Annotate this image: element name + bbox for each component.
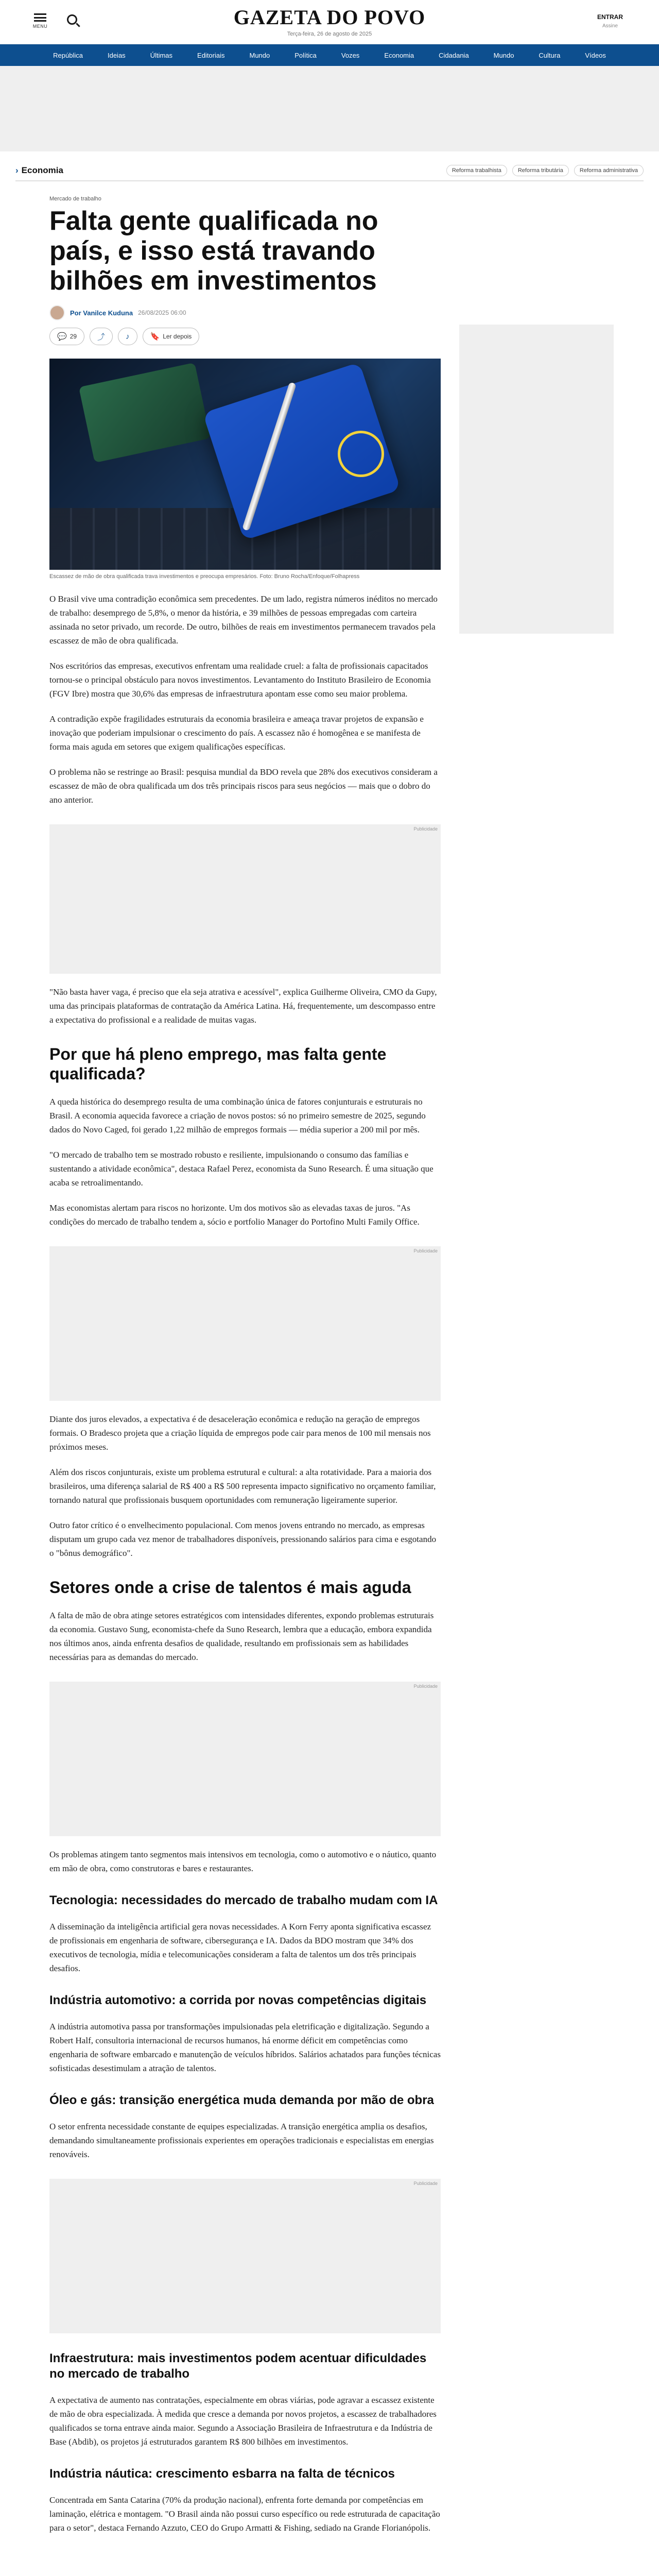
nav-item[interactable]: Cidadania bbox=[439, 51, 469, 59]
paragraph: "Não basta haver vaga, é preciso que ela seja atrativa e acessível", explica Guilherme Oliveira, CMO da Gupy, uma das principais plataformas de contratação da América Latina. Há, frequentemente, um descompasso entre a expectativa do profissional e a realidade de muitas vagas. bbox=[49, 987, 437, 1025]
section-name: Economia bbox=[21, 165, 63, 175]
nav-item[interactable]: Cultura bbox=[539, 51, 561, 59]
top-ad-banner[interactable] bbox=[0, 66, 659, 151]
paragraph: A indústria automotiva passa por transformações impulsionadas pela eletrificação e digitalização. Segundo a Robert Half, consultoria internacional de recursos humanos, há enorme déficit em competências como engenharia de software embarcado e manutenção de veículos híbridos. Salários achatados para funções técnicas sofisticadas desestimulam a atração de talentos. bbox=[49, 2022, 441, 2073]
comments-count: 29 bbox=[70, 333, 77, 340]
related-link[interactable]: Reforma trabalhista bbox=[446, 165, 507, 176]
inline-ad[interactable] bbox=[49, 2179, 441, 2333]
comment-icon: 💬 bbox=[57, 332, 67, 341]
paragraph: "O mercado de trabalho tem se mostrado robusto e resiliente, impulsionando o consumo das famílias e sustentando a atividade econômica", destaca Rafael Perez, economista da Suno Research. É uma situação que acaba se retroalimentando. bbox=[49, 1150, 433, 1188]
article-actions bbox=[49, 328, 441, 345]
paragraph: O problema não se restringe ao Brasil: pesquisa mundial da BDO revela que 28% dos executivos consideram a escassez de mão de obra qualificada um dos três principais riscos para seus negócios — mais que o dobro do ano anterior. bbox=[49, 767, 438, 805]
subheading: Tecnologia: necessidades do mercado de trabalho mudam com IA bbox=[49, 1893, 438, 1907]
paragraph: Os problemas atingem tanto segmentos mais intensivos em tecnologia, como o automotivo e o náutico, quanto em mão de obra, como construtoras e bares e restaurantes. bbox=[49, 1850, 437, 1873]
paragraph: A falta de mão de obra atinge setores estratégicos com intensidades diferentes, expondo problemas estruturais da economia. Gustavo Sung, economista-chefe da Suno Research, lembra que a educação, embora expandida nos últimos anos, ainda enfrenta desafios de qualidade, resultando em profissionais sem as habilidades necessárias para as demandas do mercado. bbox=[49, 1611, 434, 1662]
subscribe-label: Assine bbox=[602, 23, 618, 29]
nav-item[interactable]: Ideias bbox=[107, 51, 126, 59]
paragraph: O Brasil vive uma contradição econômica sem precedentes. De um lado, registra números inéditos no mercado de trabalho: desemprego de 5,8%, o menor da história, e 39 milhões de pessoas empregadas com carteira assinada no setor privado, um recorde. De outro, bilhões de reais em investimentos permanecem travados pela escassez de mão de obra qualificada. bbox=[49, 594, 438, 646]
paragraph: O setor enfrenta necessidade constante de equipes especializadas. A transição energética amplia os desafios, demandando simultaneamente profissionais experientes em operações tradicionais e especialistas em energias renováveis. bbox=[49, 2122, 434, 2159]
related-links bbox=[446, 165, 644, 176]
sidebar-ad[interactable] bbox=[459, 325, 614, 634]
save-button[interactable] bbox=[143, 328, 200, 345]
paragraph: Concentrada em Santa Catarina (70% da produção nacional), enfrenta forte demanda por competências em laminação, elétrica e montagem. "O Brasil ainda não possui curso específico ou rede estruturada de capacitação para o setor", destaca Fernando Azzuto, CEO do Grupo Armatti & Fishing, sediado na Grande Florianópolis. bbox=[49, 2495, 440, 2533]
listen-button[interactable] bbox=[118, 328, 137, 345]
ad-label: Publicidade bbox=[413, 1684, 438, 1689]
nav-item[interactable]: Mundo bbox=[493, 51, 514, 59]
inline-ad[interactable] bbox=[49, 1246, 441, 1401]
seal-shape bbox=[338, 431, 384, 477]
photo-caption: Escassez de mão de obra qualificada trava investimentos e preocupa empresários. Foto: Bruno Rocha/Enfoque/Folhapress bbox=[49, 573, 360, 580]
top-bar bbox=[0, 0, 659, 44]
article bbox=[49, 196, 441, 2555]
inline-ad[interactable] bbox=[49, 824, 441, 974]
nav-item[interactable]: República bbox=[53, 51, 83, 59]
share-icon: ⤴ bbox=[97, 332, 106, 342]
share-button[interactable] bbox=[90, 328, 113, 345]
site-logo[interactable]: GAZETA DO POVO bbox=[233, 6, 426, 29]
save-label: Ler depois bbox=[163, 333, 192, 340]
headline: Falta gente qualificada no país, e isso está travando bilhões em investimentos bbox=[49, 206, 378, 296]
paragraph: Diante dos juros elevados, a expectativa é de desaceleração econômica e redução na geração de empregos formais. O Bradesco projeta que a criação líquida de empregos pode cair para menos de 100 mil mensais nos próximos meses. bbox=[49, 1414, 431, 1452]
article-body bbox=[49, 592, 441, 2535]
subheading: Setores onde a crise de talentos é mais aguda bbox=[49, 1578, 411, 1597]
content-wrap bbox=[15, 196, 644, 2555]
paragraph: Outro fator crítico é o envelhecimento populacional. Com menos jovens entrando no mercado, as empresas disputam um grupo cada vez menor de trabalhadores disponíveis, pressionando salários para cima e esgotando o "bônus demográfico". bbox=[49, 1520, 437, 1558]
nav-item[interactable]: Mundo bbox=[249, 51, 270, 59]
spacer bbox=[49, 2535, 441, 2555]
nav-item[interactable]: Vozes bbox=[341, 51, 360, 59]
nav-item[interactable]: Editoriais bbox=[197, 51, 225, 59]
paragraph: Mas economistas alertam para riscos no horizonte. Um dos motivos são as elevadas taxas de juros. "As condições do mercado de trabalho tendem a, sócio e portfolio Manager do Portofino Multi Family Office. bbox=[49, 1203, 420, 1227]
nav-item[interactable]: Últimas bbox=[150, 51, 173, 59]
header-date: Terça-feira, 26 de agosto de 2025 bbox=[287, 31, 372, 37]
ad-label: Publicidade bbox=[413, 826, 438, 832]
main-nav bbox=[0, 44, 659, 66]
related-link[interactable]: Reforma administrativa bbox=[574, 165, 644, 176]
paragraph: A expectativa de aumento nas contratações, especialmente em obras viárias, pode agravar a escassez existente de mão de obra especializada. À medida que cresce a demanda por novos projetos, a escassez de trabalhadores qualificados se torna entrave ainda maior. Segundo a Associação Brasileira de Infraestrutura e da Indústria de Base (Abdib), os projetos já estruturados garantem R$ 800 bilhões em investimentos. bbox=[49, 2395, 437, 2447]
chevron-right-icon: › bbox=[15, 165, 19, 175]
headphones-icon: ♪ bbox=[126, 332, 130, 341]
related-link[interactable]: Reforma tributária bbox=[512, 165, 569, 176]
subheading: Indústria automotivo: a corrida por novas competências digitais bbox=[49, 1993, 427, 2007]
nav-item[interactable]: Política bbox=[294, 51, 317, 59]
inline-ad[interactable] bbox=[49, 1682, 441, 1836]
paragraph: Nos escritórios das empresas, executivos enfrentam uma realidade cruel: a falta de profissionais capacitados tornou-se o principal obstáculo para novos investimentos. Levantamento do Instituto Brasileiro de Economia (FGV Ibre) mostra que 30,6% das empresas de infraestrutura apontam esse como seu maior problema. bbox=[49, 661, 431, 699]
section-link[interactable] bbox=[15, 165, 63, 176]
login-label: ENTRAR bbox=[597, 13, 623, 21]
login-button[interactable] bbox=[597, 13, 623, 30]
bookmark-icon: 🔖 bbox=[150, 332, 160, 341]
byline bbox=[49, 305, 441, 320]
paragraph: A queda histórica do desemprego resulta de uma combinação única de fatores conjunturais e estruturais no Brasil. A economia aquecida favorece a criação de novos postos: só no primeiro semestre de 2025, segundo dados do Novo Caged, foi gerado 1,22 milhão de empregos formais — média superior a 200 mil por mês. bbox=[49, 1097, 426, 1134]
paragraph: Além dos riscos conjunturais, existe um problema estrutural e cultural: a alta rotatividade. Para a maioria dos brasileiros, uma diferença salarial de R$ 400 a R$ 500 representa impacto significativo no orçamento familiar, tornando natural que profissionais busquem oportunidades com remuneração ligeiramente superior. bbox=[49, 1467, 436, 1505]
publish-time: 26/08/2025 06:00 bbox=[138, 309, 186, 316]
subheading: Óleo e gás: transição energética muda demanda por mão de obra bbox=[49, 2093, 434, 2107]
paragraph: A contradição expõe fragilidades estruturais da economia brasileira e ameaça travar projetos de expansão e inovação que poderiam impulsionar o crescimento do país. A escassez não é homogênea e se manifesta de forma mais aguda em setores que exigem qualificações específicas. bbox=[49, 714, 424, 752]
ad-label: Publicidade bbox=[413, 2181, 438, 2186]
subheading: Infraestrutura: mais investimentos podem acentuar dificuldades no mercado de trabalho bbox=[49, 2351, 427, 2381]
section-header bbox=[15, 161, 644, 181]
ad-label: Publicidade bbox=[413, 1248, 438, 1253]
menu-label: MENU bbox=[32, 24, 48, 29]
subheading: Por que há pleno emprego, mas falta gente qualificada? bbox=[49, 1045, 387, 1083]
author-name[interactable]: Por Vanilce Kuduna bbox=[70, 309, 133, 317]
nav-item[interactable]: Economia bbox=[384, 51, 414, 59]
paragraph: A disseminação da inteligência artificial gera novas necessidades. A Korn Ferry aponta significativa escassez de profissionais em engenharia de software, cibersegurança e IA. Dados da BDO mostram que 34% dos executivos de tecnologia, mídia e telecomunicações consideram a falta de talentos um dos três principais desafios. bbox=[49, 1922, 431, 1973]
comments-button[interactable] bbox=[49, 328, 84, 345]
author-avatar[interactable] bbox=[49, 305, 65, 320]
article-tag[interactable]: Mercado de trabalho bbox=[49, 196, 101, 202]
document-shape bbox=[79, 363, 211, 463]
nav-item[interactable]: Vídeos bbox=[585, 51, 606, 59]
article-photo[interactable] bbox=[49, 359, 441, 570]
subheading: Indústria náutica: crescimento esbarra na falta de técnicos bbox=[49, 2467, 395, 2481]
